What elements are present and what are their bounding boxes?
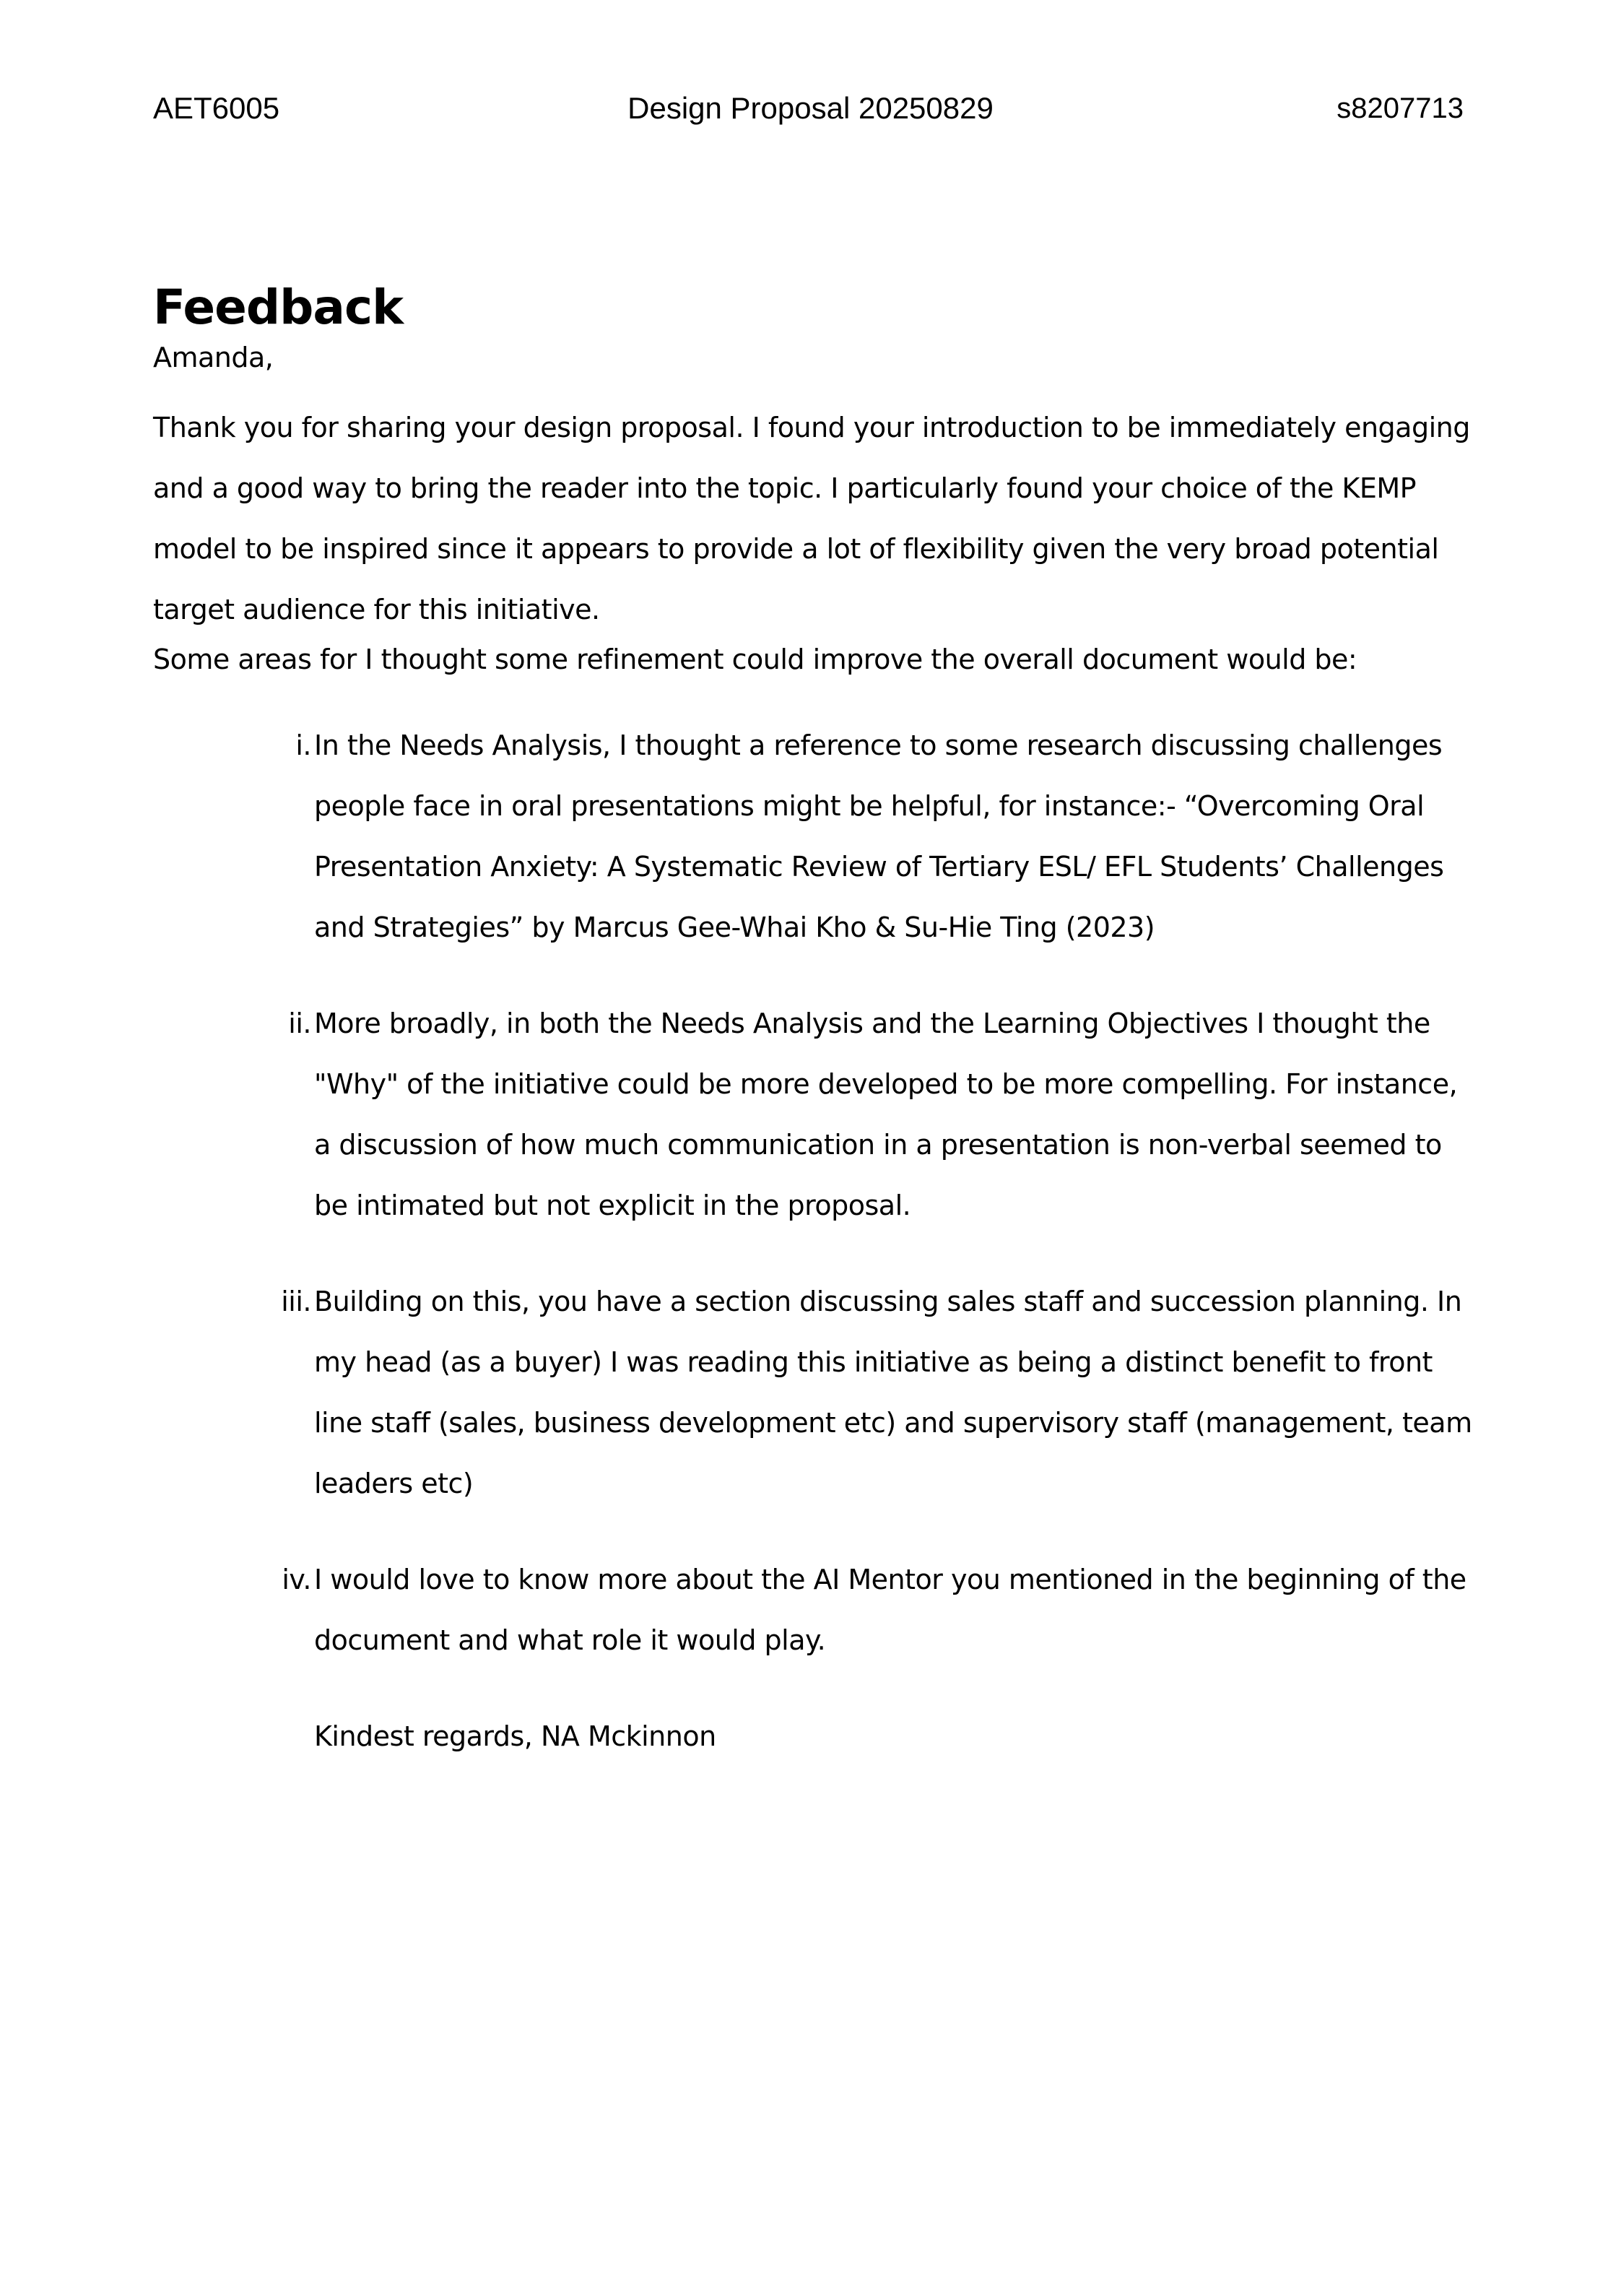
feedback-point-2 bbox=[153, 993, 1474, 1236]
feedback-point-3 bbox=[153, 1271, 1474, 1514]
header-document-title: Design Proposal 20250829 bbox=[627, 91, 994, 125]
point-text: Building on this, you have a section discussing sales staff and succession planning. In my head (as a buyer) I was reading this initiative as being a distinct benefit to front line staff (sales, business development etc) and supervisory staff (management, team leaders etc) bbox=[314, 1286, 1472, 1499]
feedback-section bbox=[153, 277, 1474, 1767]
header-student-id: s8207713 bbox=[1337, 92, 1464, 124]
feedback-point-4 bbox=[153, 1549, 1474, 1671]
intro-paragraph: Thank you for sharing your design proposal. I found your introduction to be immediately engaging and a good way to bring the reader into the topic. I particularly found your choice of the KEMP model to be inspired since it appears to provide a lot of flexibility given the very broad potential target audience for this initiative. bbox=[153, 412, 1470, 625]
areas-lead-paragraph: Some areas for I thought some refinement could improve the overall document would be: bbox=[153, 644, 1357, 675]
header-course-code: AET6005 bbox=[153, 91, 280, 125]
point-number: iii. bbox=[281, 1286, 311, 1317]
point-text: In the Needs Analysis, I thought a reference to some research discussing challenges people face in oral presentations might be helpful, for instance:- “Overcoming Oral Presentation Anxiety: A Systematic Review of Tertiary ESL/ EFL Students’ Challenges and Strategies” by Marcus Gee-Whai Kho & Su-Hie Ting (2023) bbox=[314, 729, 1444, 943]
point-number: i. bbox=[295, 729, 311, 761]
salutation: Amanda, bbox=[153, 342, 274, 373]
feedback-point-1 bbox=[153, 715, 1474, 958]
point-number: ii. bbox=[288, 1008, 311, 1039]
point-text: More broadly, in both the Needs Analysis and the Learning Objectives I thought the "Why" of the initiative could be more developed to be more compelling. For instance, a discussion of how much communication in a presentation is non-verbal seemed to be intimated but not explicit in the proposal. bbox=[314, 1008, 1458, 1221]
point-number: iv. bbox=[282, 1564, 311, 1595]
feedback-heading: Feedback bbox=[153, 280, 403, 335]
signoff: Kindest regards, NA Mckinnon bbox=[314, 1720, 716, 1752]
feedback-points-list bbox=[153, 715, 1474, 1671]
point-text: I would love to know more about the AI Mentor you mentioned in the beginning of the document and what role it would play. bbox=[314, 1564, 1466, 1656]
